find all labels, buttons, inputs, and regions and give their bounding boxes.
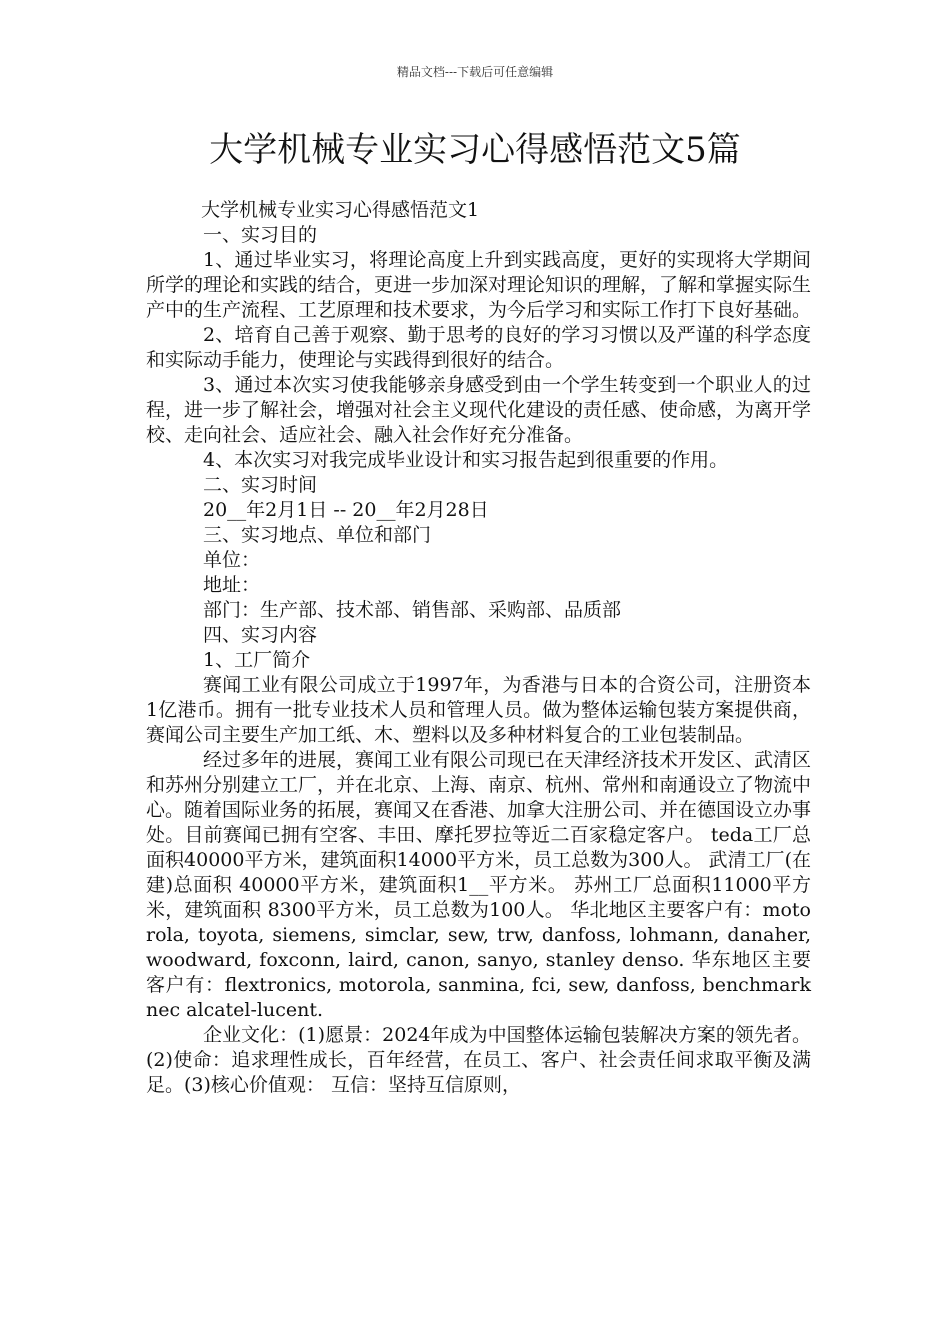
- document-title: 大学机械专业实习心得感悟范文5篇: [209, 130, 741, 170]
- heading-location: 三、实习地点、单位和部门: [203, 524, 432, 546]
- subheading-factory-intro: 1、工厂简介: [203, 649, 311, 671]
- paragraph-purpose-2: 2、培育自己善于观察、勤于思考的良好的学习习惯以及严谨的科学态度和实际动手能力，使理论与实践得到很好的结合。: [146, 324, 811, 371]
- field-department: 部门：生产部、技术部、销售部、采购部、品质部: [203, 599, 622, 621]
- field-address: 地址：: [203, 574, 261, 596]
- paragraph-purpose-3: 3、通过本次实习使我能够亲身感受到由一个学生转变到一个职业人的过程，进一步了解社会，增强对社会主义现代化建设的责任感、使命感，为离开学校、走向社会、适应社会、融入社会作好充分准备。: [146, 374, 812, 446]
- paragraph-purpose-1: 1、通过毕业实习，将理论高度上升到实践高度，更好的实现将大学期间所学的理论和实践的结合，更进一步加深对理论知识的理解，了解和掌握实际生产中的生产流程、工艺原理和技术要求，为今后学习和实际工作打下良好基础。: [146, 249, 812, 321]
- paragraph-company-culture: 企业文化：(1)愿景：2024年成为中国整体运输包装解决方案的领先者。(2)使命：追求理性成长，百年经营，在员工、客户、社会责任间求取平衡及满足。(3)核心价值观： 互信：坚持互信原则，: [146, 1024, 811, 1096]
- heading-content: 四、实习内容: [203, 624, 318, 646]
- paragraph-company-development: 经过多年的进展，赛闻工业有限公司现已在天津经济技术开发区、武清区和苏州分别建立工厂，并在北京、上海、南京、杭州、常州和南通设立了物流中心。随着国际业务的拓展，赛闻又在香港、加拿大注册公司、并在德国设立办事处。目前赛闻已拥有空客、丰田、摩托罗拉等近二百家稳定客户。 teda工厂总面积40000平方米，建筑面积14000平方米，员工总数为300人。 武清工厂(在建)总面积 40000平方米，建筑面积1__平方米。 苏州工厂总面积11000平方米，建筑面积 8300平方米，员工总数为100人。 华北地区主要客户有：motorola, toyota, siemens, simclar, sew, trw, danfoss, lohmann, danaher, woodward, foxconn, laird, canon, sanyo, stanley denso. 华东地区主要客户有：flextronics, motorola, sanmina, fci, sew, danfoss, benchmark nec alcatel-lucent.: [146, 749, 812, 1021]
- paragraph-purpose-4: 4、本次实习对我完成毕业设计和实习报告起到很重要的作用。: [203, 449, 729, 471]
- heading-time: 二、实习时间: [203, 474, 318, 496]
- paragraph-company-intro: 赛闻工业有限公司成立于1997年，为香港与日本的合资公司，注册资本1亿港币。拥有一批专业技术人员和管理人员。做为整体运输包装方案提供商，赛闻公司主要生产加工纸、木、塑料以及多种材料复合的工业包装制品。: [146, 674, 811, 746]
- page-header-note: 精品文档---下载后可任意编辑: [396, 65, 554, 79]
- section-subtitle: 大学机械专业实习心得感悟范文1: [201, 199, 480, 221]
- field-unit: 单位：: [203, 549, 261, 571]
- paragraph-time: 20__年2月1日 -- 20__年2月28日: [203, 499, 489, 521]
- document-body: [146, 198, 811, 1098]
- heading-purpose: 一、实习目的: [203, 224, 318, 246]
